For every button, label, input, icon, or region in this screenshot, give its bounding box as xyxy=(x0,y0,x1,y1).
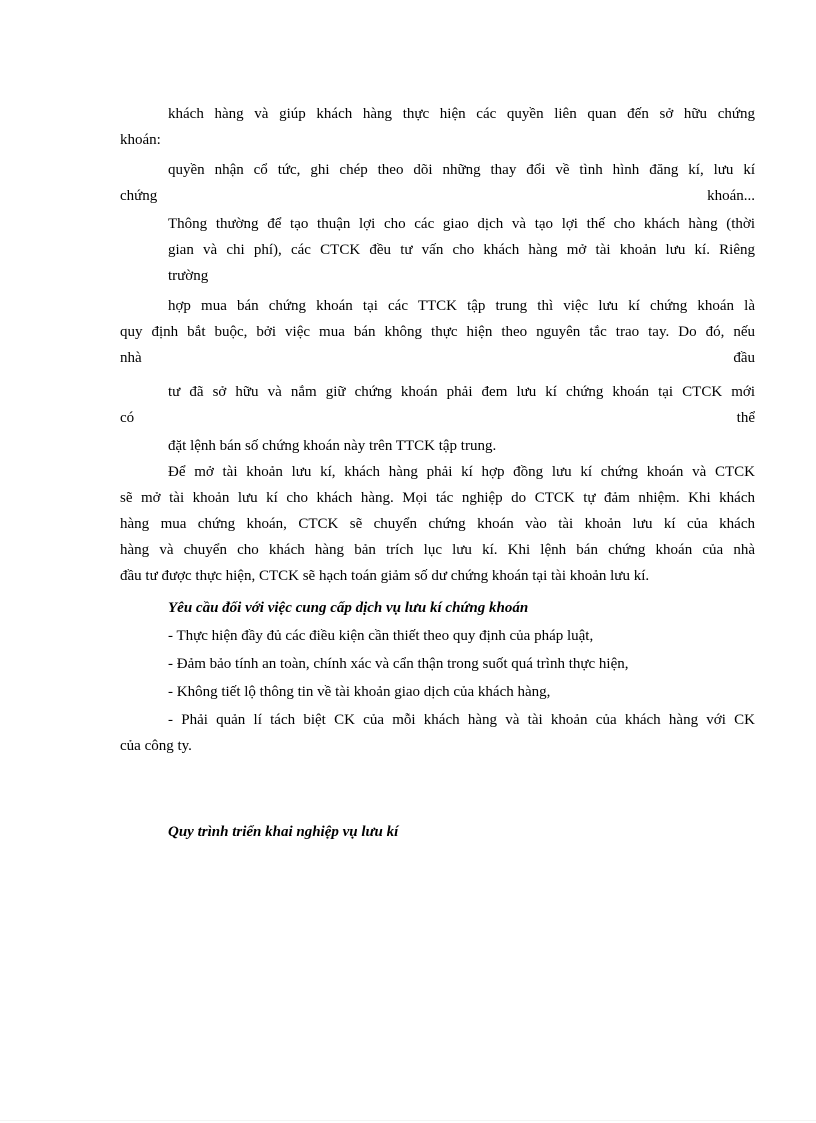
text-run: chứng xyxy=(120,188,158,204)
text-run: hàng và chuyển cho khách hàng bản trích lục lưu kí. Khi lệnh bán chứng khoán của nhà xyxy=(120,542,755,558)
paragraph-line xyxy=(168,379,755,405)
text-run: sẽ mở tài khoản lưu kí cho khách hàng. Mọi tác nghiệp do CTCK tự đảm nhiệm. Khi khách xyxy=(120,490,755,506)
text-run: gian và chi phí), các CTCK đều tư vấn cho khách hàng mở tài khoản lưu kí. Riêng xyxy=(168,242,755,258)
list-item: - Không tiết lộ thông tin về tài khoản giao dịch của khách hàng, xyxy=(168,684,551,700)
text-run: nhà xyxy=(120,350,142,366)
paragraph-line xyxy=(120,319,755,345)
paragraph-line xyxy=(168,459,755,485)
list-item-continuation: của công ty. xyxy=(120,738,192,754)
text-run: tư đã sở hữu và nắm giữ chứng khoán phải đem lưu kí chứng khoán tại CTCK mới xyxy=(168,384,755,400)
text-run: khách hàng và giúp khách hàng thực hiện các quyền liên quan đến sở hữu chứng xyxy=(168,106,755,122)
list-item: - Thực hiện đầy đủ các điều kiện cần thiết theo quy định của pháp luật, xyxy=(168,628,594,644)
paragraph-line: khoán: xyxy=(120,132,161,148)
text-run: Để mở tài khoản lưu kí, khách hàng phải kí hợp đồng lưu kí chứng khoán và CTCK xyxy=(168,464,755,480)
text-run: Thông thường để tạo thuận lợi cho các giao dịch và tạo lợi thế cho khách hàng (thời xyxy=(168,216,755,232)
text-run: thể xyxy=(736,410,755,426)
section-heading: Quy trình triển khai nghiệp vụ lưu kí xyxy=(168,824,399,840)
list-item xyxy=(168,707,755,733)
text-run: hàng mua chứng khoán, CTCK sẽ chuyển chứng khoán vào tài khoản lưu kí của khách xyxy=(120,516,755,532)
paragraph-line xyxy=(120,345,755,371)
text-run: - Phải quản lí tách biệt CK của mỗi khách hàng và tài khoản của khách hàng với CK xyxy=(168,712,755,728)
text-run: quyền nhận cổ tức, ghi chép theo dõi những thay đổi về tình hình đăng kí, lưu kí xyxy=(168,162,755,178)
paragraph-line xyxy=(120,485,755,511)
text-run: khoán... xyxy=(707,188,755,204)
paragraph-line xyxy=(168,211,755,237)
text-run: đầu xyxy=(733,350,755,366)
section-heading: Yêu cầu đối với việc cung cấp dịch vụ lưu kí chứng khoán xyxy=(168,600,529,616)
page-edge xyxy=(0,1120,816,1121)
paragraph-line xyxy=(168,101,755,127)
paragraph-line xyxy=(120,511,755,537)
text-run: có xyxy=(120,410,135,426)
paragraph-line xyxy=(168,293,755,319)
paragraph-line xyxy=(120,537,755,563)
paragraph-line: trường xyxy=(168,268,209,284)
paragraph-line: đặt lệnh bán số chứng khoán này trên TTCK tập trung. xyxy=(168,438,497,454)
text-run: quy định bắt buộc, bởi việc mua bán không thực hiện theo nguyên tắc trao tay. Do đó, nếu xyxy=(120,324,755,340)
paragraph-line xyxy=(168,157,755,183)
text-run: hợp mua bán chứng khoán tại các TTCK tập trung thì việc lưu kí chứng khoán là xyxy=(168,298,755,314)
paragraph-line xyxy=(120,405,755,431)
paragraph-line xyxy=(120,183,755,209)
list-item: - Đảm bảo tính an toàn, chính xác và cẩn thận trong suốt quá trình thực hiện, xyxy=(168,656,629,672)
paragraph-line xyxy=(168,237,755,263)
paragraph-line: đầu tư được thực hiện, CTCK sẽ hạch toán giảm số dư chứng khoán tại tài khoản lưu kí. xyxy=(120,568,650,584)
